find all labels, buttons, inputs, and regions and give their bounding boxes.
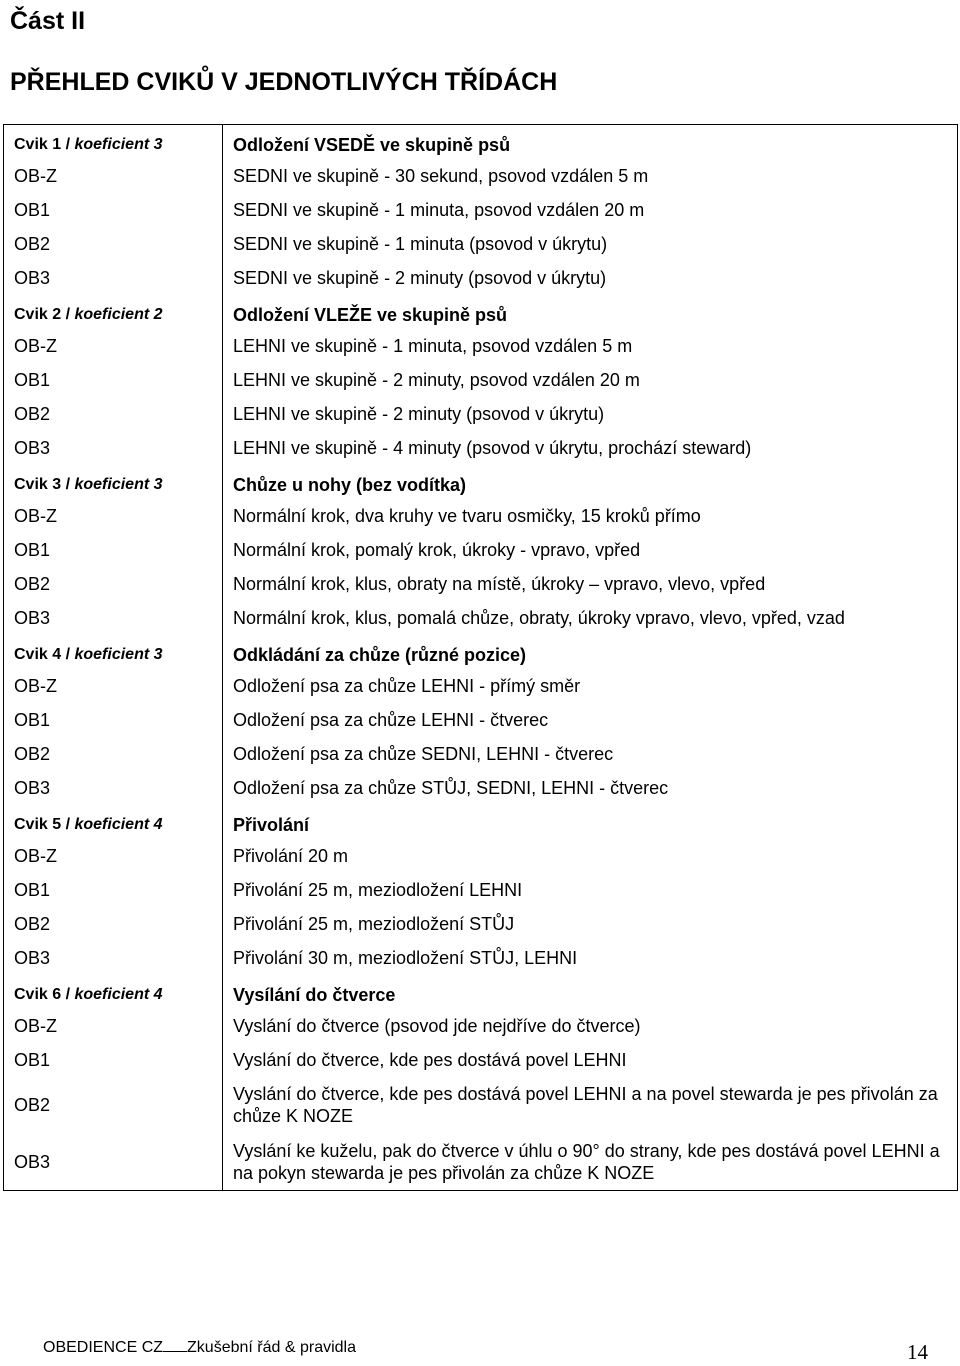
footer-subtitle: Zkušební řád & pravidla [187,1339,356,1356]
exercise-number: Cvik 1 / [14,135,75,153]
exercise-description: Přivolání 30 m, meziodložení STŮJ, LEHNI [223,941,958,975]
section-title: PŘEHLED CVIKŮ V JEDNOTLIVÝCH TŘÍDÁCH [10,68,558,96]
exercise-class-row [4,873,958,907]
class-label: OB2 [4,227,223,261]
class-label: OB3 [4,431,223,465]
exercise-class-row [4,1043,958,1077]
exercise-class-row [4,499,958,533]
class-label: OB2 [4,1077,223,1134]
class-label: OB3 [4,261,223,295]
exercise-class-row [4,329,958,363]
exercise-title: Odložení VLEŽE ve skupině psů [223,295,958,329]
exercise-class-row [4,159,958,193]
exercise-class-row [4,261,958,295]
exercise-number: Cvik 2 / [14,305,75,323]
class-label: OB2 [4,737,223,771]
exercise-title: Přivolání [223,805,958,839]
exercise-number-cell [4,975,223,1009]
exercise-class-row [4,533,958,567]
class-label: OB-Z [4,669,223,703]
exercise-description: Normální krok, klus, obraty na místě, úkroky – vpravo, vlevo, vpřed [223,567,958,601]
class-label: OB3 [4,941,223,975]
exercise-header-row [4,125,958,159]
exercise-description: Přivolání 25 m, meziodložení LEHNI [223,873,958,907]
exercise-coefficient: koeficient 3 [74,475,163,493]
exercise-coefficient: koeficient 4 [74,815,163,833]
exercise-table-body [4,125,958,1191]
exercise-header-row [4,295,958,329]
class-label: OB1 [4,363,223,397]
exercise-class-row [4,227,958,261]
exercise-description: LEHNI ve skupině - 2 minuty, psovod vzdálen 20 m [223,363,958,397]
exercise-coefficient: koeficient 3 [74,135,163,153]
page-footer [43,1338,356,1358]
exercise-description: SEDNI ve skupině - 2 minuty (psovod v úkrytu) [223,261,958,295]
exercise-description: Vyslání do čtverce, kde pes dostává povel LEHNI [223,1043,958,1077]
exercise-description: LEHNI ve skupině - 2 minuty (psovod v úkrytu) [223,397,958,431]
exercise-description: Normální krok, dva kruhy ve tvaru osmičky, 15 kroků přímo [223,499,958,533]
exercise-title: Chůze u nohy (bez vodítka) [223,465,958,499]
class-label: OB1 [4,1043,223,1077]
exercise-class-row [4,1077,958,1134]
exercise-number-cell [4,805,223,839]
class-label: OB2 [4,907,223,941]
exercise-number-cell [4,465,223,499]
exercise-description: Vyslání do čtverce, kde pes dostává povel LEHNI a na povel stewarda je pes přivolán za chůze K NOZE [223,1077,958,1134]
exercise-number-cell [4,295,223,329]
exercise-description: Odložení psa za chůze STŮJ, SEDNI, LEHNI - čtverec [223,771,958,805]
exercise-class-row [4,1009,958,1043]
class-label: OB3 [4,1134,223,1191]
exercise-table [3,124,958,1191]
exercise-title: Odkládání za chůze (různé pozice) [223,635,958,669]
class-label: OB-Z [4,159,223,193]
exercise-class-row [4,193,958,227]
exercise-class-row [4,839,958,873]
exercise-description: Odložení psa za chůze LEHNI - čtverec [223,703,958,737]
class-label: OB-Z [4,329,223,363]
exercise-class-row [4,737,958,771]
exercise-number: Cvik 6 / [14,985,75,1003]
exercise-description: Přivolání 25 m, meziodložení STŮJ [223,907,958,941]
exercise-number: Cvik 3 / [14,475,75,493]
class-label: OB1 [4,873,223,907]
footer-underline [163,1338,187,1352]
class-label: OB1 [4,193,223,227]
exercise-class-row [4,567,958,601]
exercise-class-row [4,703,958,737]
exercise-header-row [4,805,958,839]
exercise-class-row [4,431,958,465]
class-label: OB2 [4,397,223,431]
exercise-coefficient: koeficient 3 [74,645,163,663]
class-label: OB2 [4,567,223,601]
class-label: OB1 [4,703,223,737]
exercise-description: SEDNI ve skupině - 1 minuta (psovod v úkrytu) [223,227,958,261]
exercise-description: Vyslání do čtverce (psovod jde nejdříve do čtverce) [223,1009,958,1043]
exercise-header-row [4,465,958,499]
exercise-description: LEHNI ve skupině - 1 minuta, psovod vzdálen 5 m [223,329,958,363]
footer-brand: OBEDIENCE CZ [43,1339,164,1356]
exercise-class-row [4,1134,958,1191]
exercise-description: Normální krok, pomalý krok, úkroky - vpravo, vpřed [223,533,958,567]
page-number: 14 [907,1340,928,1364]
class-label: OB3 [4,771,223,805]
exercise-class-row [4,941,958,975]
exercise-description: Odložení psa za chůze SEDNI, LEHNI - čtverec [223,737,958,771]
exercise-header-row [4,635,958,669]
class-label: OB-Z [4,1009,223,1043]
exercise-title: Vysílání do čtverce [223,975,958,1009]
class-label: OB1 [4,533,223,567]
exercise-class-row [4,669,958,703]
exercise-number: Cvik 4 / [14,645,75,663]
exercise-class-row [4,363,958,397]
exercise-number: Cvik 5 / [14,815,75,833]
exercise-title: Odložení VSEDĚ ve skupině psů [223,125,958,159]
class-label: OB-Z [4,499,223,533]
exercise-class-row [4,771,958,805]
class-label: OB-Z [4,839,223,873]
exercise-class-row [4,397,958,431]
exercise-description: Vyslání ke kuželu, pak do čtverce v úhlu o 90° do strany, kde pes dostává povel LEHNI a na pokyn stewarda je pes přivolán za chůze K NOZE [223,1134,958,1191]
exercise-description: LEHNI ve skupině - 4 minuty (psovod v úkrytu, prochází steward) [223,431,958,465]
class-label: OB3 [4,601,223,635]
exercise-number-cell [4,125,223,159]
exercise-class-row [4,907,958,941]
exercise-description: SEDNI ve skupině - 30 sekund, psovod vzdálen 5 m [223,159,958,193]
exercise-description: Přivolání 20 m [223,839,958,873]
exercise-class-row [4,601,958,635]
exercise-description: Normální krok, klus, pomalá chůze, obraty, úkroky vpravo, vlevo, vpřed, vzad [223,601,958,635]
exercise-number-cell [4,635,223,669]
exercise-coefficient: koeficient 4 [74,985,163,1003]
part-title: Část II [10,7,86,35]
exercise-header-row [4,975,958,1009]
exercise-description: SEDNI ve skupině - 1 minuta, psovod vzdálen 20 m [223,193,958,227]
exercise-coefficient: koeficient 2 [74,305,163,323]
exercise-description: Odložení psa za chůze LEHNI - přímý směr [223,669,958,703]
